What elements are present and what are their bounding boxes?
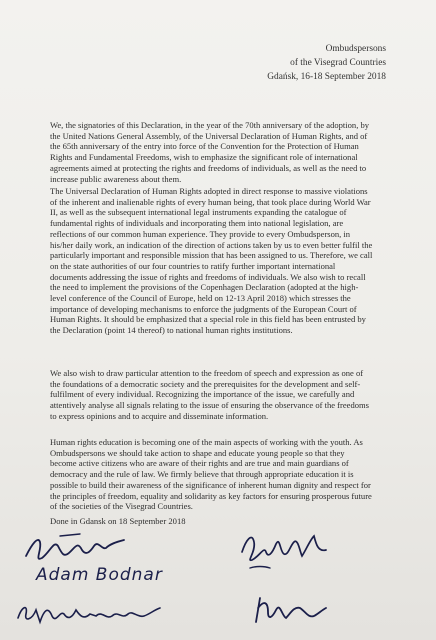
- done-in-line: Done in Gdansk on 18 September 2018: [50, 516, 186, 526]
- signature-4: [250, 588, 330, 632]
- signature-3: [14, 596, 164, 632]
- header-visegrad: of the Visegrad Countries: [290, 58, 386, 68]
- text-line: We, the signatories of this Declaration, in the year of the 70th anniversary of the adoption, by: [50, 120, 370, 130]
- text-line: possible to build their awareness of the significance of inherent human dignity and respect for: [50, 479, 371, 490]
- signature-2: [236, 522, 332, 574]
- text-line: the need to implement the provisions of the Copenhagen Declaration (adopted at the high-: [50, 282, 359, 293]
- header-place-date: Gdańsk, 16-18 September 2018: [267, 72, 386, 82]
- signature-scribble-1: [20, 522, 130, 570]
- text-line: fundamental rights of individuals and incorporating them into national legislation, are: [50, 218, 344, 229]
- paragraph-intro: [50, 120, 392, 184]
- letterhead: [267, 42, 386, 84]
- text-line: increase public awareness about them.: [50, 173, 182, 184]
- text-line: of the inherent and inalienable rights of every human being, that took place during World War: [50, 196, 371, 207]
- text-line: attentively analyse all signals relating to the issue of ensuring the observance of the freedoms: [50, 400, 369, 411]
- text-line: the foundations of a democratic society and the prerequisites for the development and self-: [50, 378, 361, 389]
- text-line: on the state authorities of our four countries to ratify further important international: [50, 260, 336, 271]
- paragraph-udhr: [50, 186, 392, 336]
- paragraph-freedom-of-speech: [50, 368, 392, 422]
- text-line: Human Rights. It should be emphasized that a special role in this field has been entrusted by: [50, 314, 366, 325]
- text-line: fulfilment of every individual. Recognizing the importance of the issue, we carefully and: [50, 389, 355, 400]
- signature-adam-bodnar: Adam Bodnar: [36, 565, 163, 585]
- text-line: the 65th anniversary of the entry into force of the Convention for the Protection of Human: [50, 141, 359, 152]
- text-line: become active citizens who are aware of their rights and are true and main guardians of: [50, 458, 349, 469]
- text-line: importance of developing mechanisms to enforce the judgments of the European Court of: [50, 303, 357, 314]
- text-line: The Universal Declaration of Human Rights adopted in direct response to massive violations: [50, 186, 368, 196]
- text-line: agreements aimed at protecting the rights and freedoms of individuals, as well as the need to: [50, 162, 367, 173]
- text-line: Human rights education is becoming one of the main aspects of working with the youth. As: [50, 437, 363, 447]
- text-line: the principles of freedom, equality and solidarity as key factors for ensuring prosperous future: [50, 490, 372, 501]
- text-line: to express opinions and to acquire and disseminate information.: [50, 410, 269, 421]
- text-line: the Declaration (point 14 thereof) to national human rights institutions.: [50, 325, 293, 336]
- text-line: reflections of our common human experience. They provide to every Ombudsperson, in: [50, 228, 351, 239]
- text-line: level conference of the Council of Europe, held on 12-13 April 2018) which stresses the: [50, 293, 351, 304]
- text-line: documents addressing the issue of rights and freedoms of individuals. We also wish to recall: [50, 271, 366, 282]
- paragraph-education: [50, 437, 392, 512]
- text-line: particularly important and responsible mission that has been assigned to us. Therefore, we call: [50, 250, 373, 261]
- text-line: II, as well as the subsequent international legal instruments expanding the catalogue of: [50, 207, 347, 218]
- text-line: We also wish to draw particular attention to the freedom of speech and expression as one of: [50, 368, 364, 378]
- header-ombudspersons: Ombudspersons: [325, 44, 386, 54]
- text-line: Rights and Fundamental Freedoms, wish to emphasize the significant role of international: [50, 152, 358, 163]
- text-line: the United Nations General Assembly, of the Universal Declaration of Human Rights, and of: [50, 130, 368, 141]
- text-line: Ombudspersons we should take action to shape and educate young people so that they: [50, 447, 345, 458]
- text-line: of the societies of the Visegrad Countries.: [50, 501, 193, 512]
- text-line: democracy and the rule of law. We firmly believe that through appropriate education it is: [50, 469, 354, 480]
- text-line: his/her daily work, an indication of the direction of actions taken by us to even better fulfil the: [50, 239, 373, 250]
